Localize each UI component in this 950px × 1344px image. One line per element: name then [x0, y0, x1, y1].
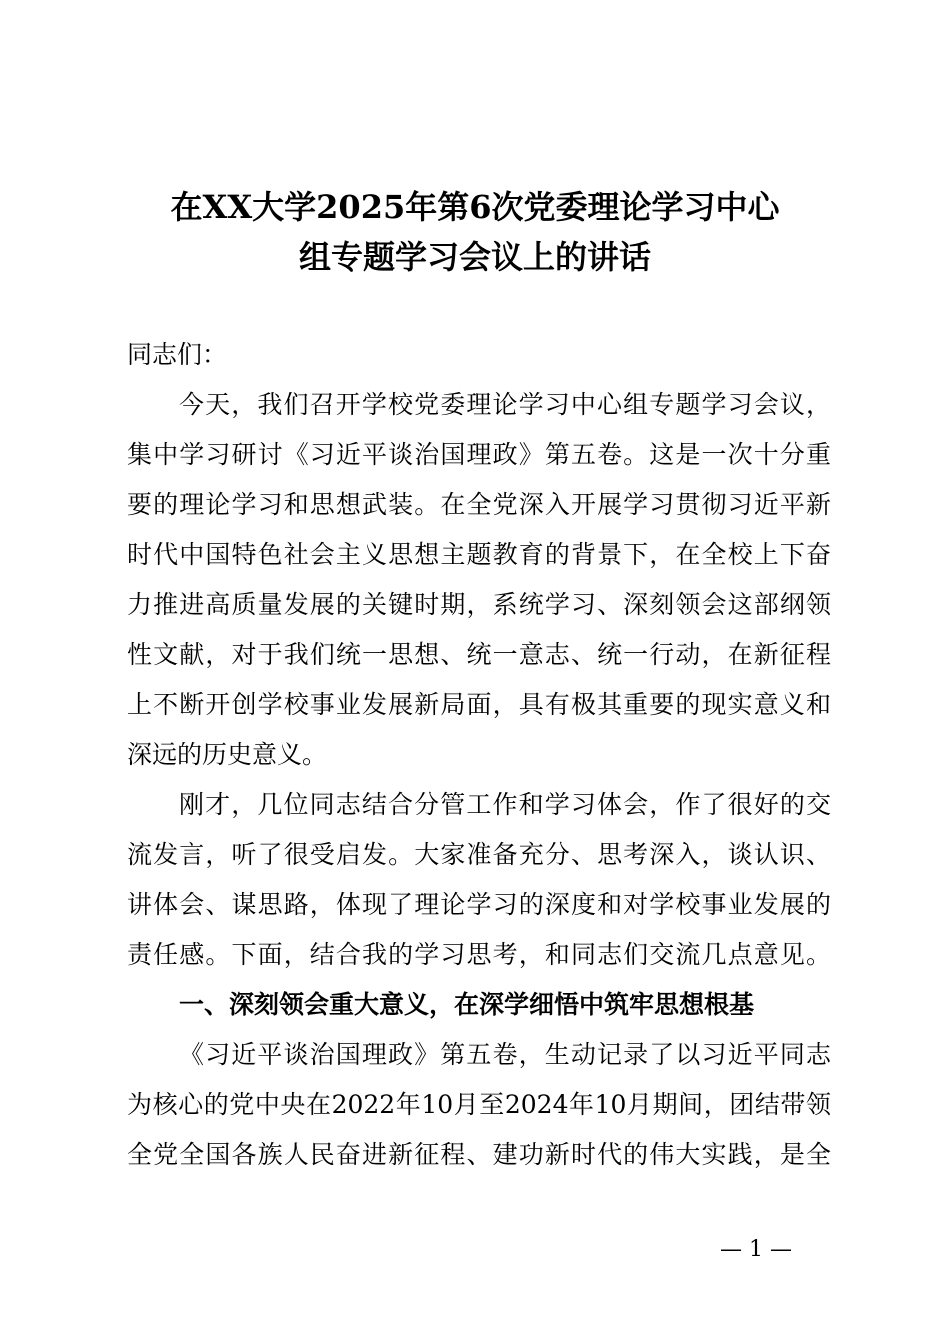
text-line: 要的理论学习和思想武装。在全党深入开展学习贯彻习近平新	[127, 490, 831, 519]
text-line: 责任感。下面，结合我的学习思考，和同志们交流几点意见。	[127, 940, 831, 969]
text-line: 为核心的党中央在2022年10月至2024年10月期间，团结带领	[127, 1090, 831, 1119]
text-line: 时代中国特色社会主义思想主题教育的背景下，在全校上下奋	[127, 540, 831, 569]
text-line: 上不断开创学校事业发展新局面，具有极其重要的现实意义和	[127, 690, 831, 719]
text-line: 刚才，几位同志结合分管工作和学习体会，作了很好的交	[179, 790, 831, 819]
text-line: 全党全国各族人民奋进新征程、建功新时代的伟大实践，是全	[127, 1140, 831, 1169]
text-line: 今天，我们召开学校党委理论学习中心组专题学习会议，	[179, 390, 831, 419]
section-heading-1: 一、深刻领会重大意义，在深学细悟中筑牢思想根基	[179, 990, 755, 1019]
text-line: 讲体会、谋思路，体现了理论学习的深度和对学校事业发展的	[127, 890, 831, 919]
document-title-line-2: 组专题学习会议上的讲话	[298, 238, 651, 276]
text-line: 流发言，听了很受启发。大家准备充分、思考深入，谈认识、	[127, 840, 831, 869]
text-line: 深远的历史意义。	[127, 740, 328, 769]
greeting: 同志们：	[127, 340, 228, 369]
document-title-line-1: 在XX大学2025年第6次党委理论学习中心	[170, 188, 780, 226]
text-line: 《习近平谈治国理政》第五卷，生动记录了以习近平同志	[179, 1040, 831, 1069]
page-number: — 1 —	[720, 1237, 792, 1262]
text-line: 性文献，对于我们统一思想、统一意志、统一行动，在新征程	[127, 640, 831, 669]
text-line: 力推进高质量发展的关键时期，系统学习、深刻领会这部纲领	[127, 590, 831, 619]
text-line: 集中学习研讨《习近平谈治国理政》第五卷。这是一次十分重	[127, 440, 831, 469]
